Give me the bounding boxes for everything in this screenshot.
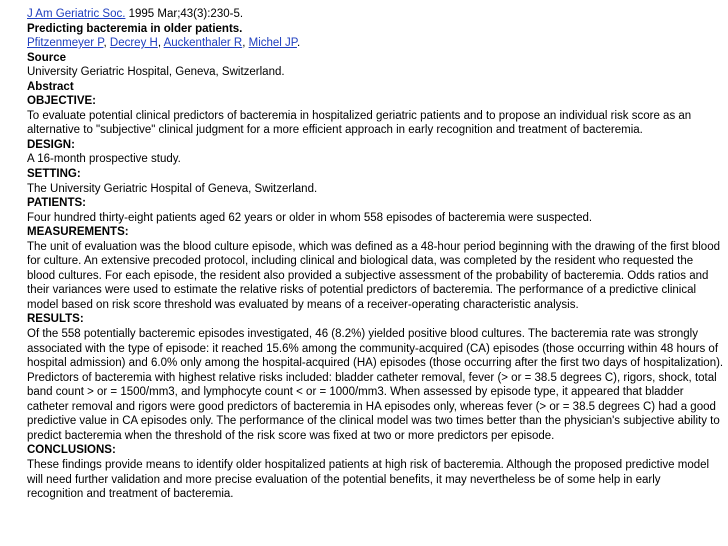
- section-text-line: associated with the type of episode: it reached 15.6% among the community-acquired (CA) episodes (those occurring within 48 hours of: [27, 342, 719, 355]
- author-list: [27, 36, 724, 51]
- section-text-line: To evaluate potential clinical predictors of bacteremia in hospitalized geriatric patients and to propose an individual risk score as an: [27, 109, 692, 122]
- section-text-line: The University Geriatric Hospital of Geneva, Switzerland.: [27, 182, 318, 195]
- section-results: [27, 312, 724, 443]
- section-text-line: The unit of evaluation was the blood culture episode, which was defined as a 48-hour period beginning with the drawing of the first blood: [27, 240, 720, 253]
- source-text: University Geriatric Hospital, Geneva, Switzerland.: [27, 66, 285, 79]
- author-separator: ,: [157, 37, 164, 50]
- author-link[interactable]: Auckenthaler R: [163, 37, 243, 50]
- article-title: Predicting bacteremia in older patients.: [27, 22, 243, 35]
- section-heading: OBJECTIVE:: [27, 95, 97, 108]
- section-text-line: hospital admission) and 6.0% only among the hospital-acquired (HA) episodes (those occurring after the first two days of hospitalization).: [27, 357, 724, 370]
- author-link[interactable]: Decrey H: [109, 37, 158, 50]
- author-link[interactable]: Michel JP: [248, 37, 297, 50]
- author-link[interactable]: Pfitzenmeyer P: [27, 37, 104, 50]
- section-text-line: predict bacteremia when the threshold of the risk score was fixed at two or more predictors per episode.: [27, 429, 555, 442]
- section-text-line: Predictors of bacteremia with highest relative risks included: bladder catheter removal, fever (> or = 38.5 degrees C), rigors, shock, total: [27, 371, 717, 384]
- citation-details: 1995 Mar;43(3):230-5.: [125, 8, 244, 20]
- section-measurements: [27, 225, 724, 312]
- section-text-line: These findings provide means to identify older hospitalized patients at high risk of bacteremia. Although the proposed predictive model: [27, 458, 710, 471]
- abstract-heading: Abstract: [27, 80, 74, 93]
- section-text-line: blood cultures. For each episode, the resident also provided a subjective assessment of the probability of bacteremia. Odds ratios and: [27, 269, 709, 282]
- section-text-line: alternative to "subjective" clinical judgment for a more efficient approach in early recognition and treatment of bacteremia.: [27, 124, 643, 137]
- section-heading: PATIENTS:: [27, 197, 86, 210]
- section-objective: [27, 94, 724, 138]
- section-setting: [27, 167, 724, 196]
- section-text-line: will need further validation and more precise evaluation of the potential benefits, it may nevertheless be of some help in early: [27, 473, 661, 486]
- journal-link[interactable]: J Am Geriatric Soc.: [27, 8, 126, 20]
- section-heading: MEASUREMENTS:: [27, 226, 129, 239]
- section-conclusions: [27, 443, 724, 501]
- section-text-line: model based on risk score threshold was evaluated by means of a receiver-operating characteristic analysis.: [27, 298, 579, 311]
- section-heading: CONCLUSIONS:: [27, 444, 116, 457]
- section-design: [27, 138, 724, 167]
- section-text-line: for culture. An extensive precoded protocol, including clinical and biological data, was completed by the resident who requested the: [27, 255, 694, 268]
- section-text-line: recognition and treatment of bacteremia.: [27, 488, 234, 501]
- source-heading: Source: [27, 51, 66, 64]
- citation-line: [27, 7, 724, 22]
- section-heading: SETTING:: [27, 168, 81, 181]
- section-text-line: catheter removal and rigors were good predictors of bacteremia in HA episodes only, whereas fever (> or = 38.5 degrees C) had a good: [27, 400, 716, 413]
- section-text-line: Four hundred thirty-eight patients aged 62 years or older in whom 558 episodes of bacteremia were suspected.: [27, 211, 593, 224]
- section-heading: DESIGN:: [27, 138, 75, 151]
- section-text-line: Of the 558 potentially bacteremic episodes investigated, 46 (8.2%) yielded positive blood cultures. The bacteremia rate was strongly: [27, 328, 698, 341]
- section-text-line: A 16-month prospective study.: [27, 153, 181, 166]
- author-separator: ,: [242, 37, 249, 50]
- section-patients: [27, 196, 724, 225]
- section-heading: RESULTS:: [27, 313, 84, 326]
- section-text-line: their variances were used to estimate the relative risks of potential predictors of bacteremia. The performance of a predictive clinical: [27, 284, 697, 297]
- section-text-line: predictive value in CA episodes only. The performance of the clinical model was two times better than the physician's subjective ability to: [27, 415, 720, 428]
- section-text-line: band count > or = 1500/mm3, and lymphocyte count < or = 1000/mm3. When assessed by episode type, it appeared that bladder: [27, 386, 684, 399]
- author-separator: .: [296, 37, 301, 50]
- author-separator: ,: [103, 37, 110, 50]
